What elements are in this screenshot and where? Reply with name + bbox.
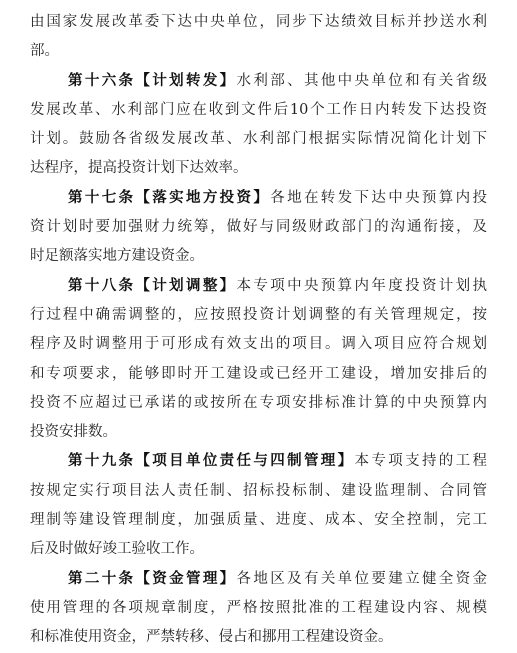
text-line: 理制等建设管理制度，加强质量、进度、成本、安全控制，完工 [30,512,487,529]
text-line [30,272,487,301]
text-line: 时足额落实地方建设资金。 [30,248,204,265]
article-20 [30,565,487,653]
text-line: 行过程中确需调整的，应按照投资计划调整的有关管理规定，按 [30,306,487,323]
article-text: 各地区及有关单位要建立健全资金 [236,570,487,587]
text-line: 计划。鼓励各省级发展改革、水利部门根据实际情况简化计划下 [30,131,487,148]
text-line: 达程序，提高投资计划下达效率。 [30,160,248,177]
text-line: 部。 [30,43,59,60]
text-line: 投资安排数。 [30,424,117,441]
article-19 [30,447,487,564]
text-line: 和专项要求，能够即时开工建设或已经开工建设，增加安排后的 [30,365,487,382]
article-heading: 第二十条【资金管理】 [68,570,237,587]
article-text: 本专项支持的工程 [354,453,487,470]
article-16 [30,67,487,184]
article-text: 本专项中央预算内年度投资计划执 [236,277,487,294]
article-heading: 第十七条【落实地方投资】 [68,189,271,206]
article-heading: 第十六条【计划转发】 [68,72,237,89]
text-line: 由国家发展改革委下达中央单位，同步下达绩效目标并抄送水利 [30,14,487,30]
text-line: 和标准使用资金，严禁转移、侵占和挪用工程建设资金。 [30,629,393,646]
article-text: 各地在转发下达中央预算内投 [270,189,487,206]
text-line: 资计划时要加强财力统筹，做好与同级财政部门的沟通衔接，及 [30,219,487,236]
text-line: 发展改革、水利部门应在收到文件后10个工作日内转发下达投资 [30,101,487,118]
article-heading: 第十八条【计划调整】 [68,277,237,294]
text-line [30,67,487,96]
article-text: 水利部、其他中央单位和有关省级 [236,72,487,89]
text-line: 投资不应超过已承诺的或按所在专项安排标准计算的中央预算内 [30,394,487,411]
article-17 [30,184,487,272]
text-line: 按规定实行项目法人责任制、招标投标制、建设监理制、合同管 [30,482,487,499]
article-18 [30,272,487,448]
text-line [30,565,487,594]
text-line: 后及时做好竣工验收工作。 [30,541,204,558]
article-heading: 第十九条【项目单位责任与四制管理】 [68,453,355,470]
text-line: 程序及时调整用于可形成有效支出的项目。调入项目应符合规划 [30,336,487,353]
text-line [30,447,487,476]
text-line [30,184,487,213]
text-line: 使用管理的各项规章制度，严格按照批准的工程建设内容、规模 [30,599,487,616]
paragraph-continuation [30,8,487,67]
